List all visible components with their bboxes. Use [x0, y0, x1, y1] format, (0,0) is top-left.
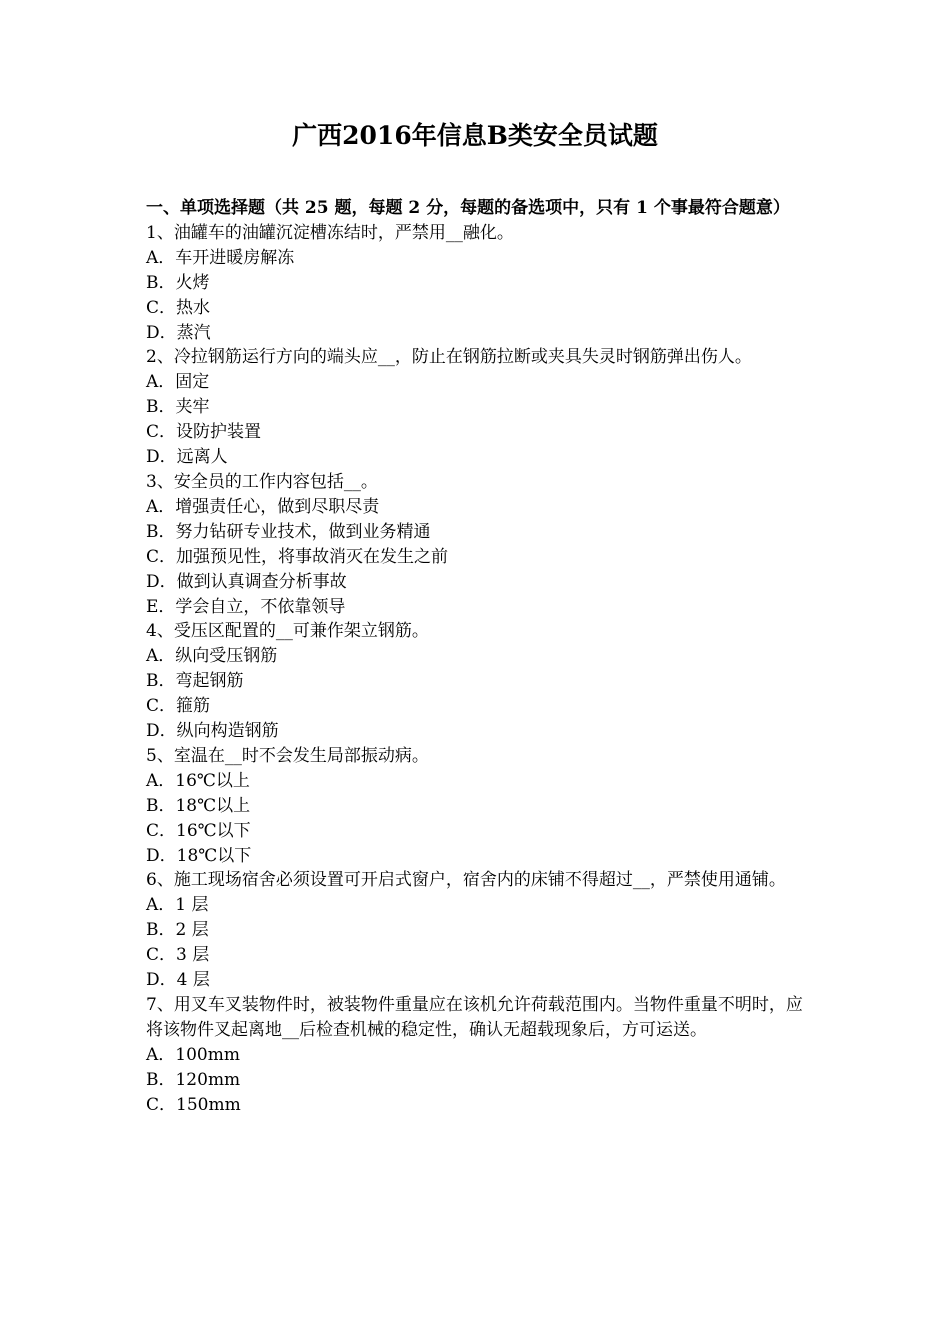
option-a: A．1 层	[146, 895, 209, 916]
question-1	[146, 221, 806, 346]
option-c: C．热水	[146, 297, 211, 318]
question-stem: 3、安全员的工作内容包括__。	[146, 471, 378, 492]
section-heading: 一、单项选择题（共 25 题，每题 2 分，每题的备选项中，只有 1 个事最符合题意）	[146, 198, 790, 218]
option-a: A．固定	[146, 372, 210, 393]
option-d: D．18℃以下	[146, 845, 252, 866]
question-stem: 7、用叉车叉装物件时，被装物件重量应在该机允许荷载范围内。当物件重量不明时，应将该物件叉起离地__后检查机械的稳定性，确认无超载现象后，方可运送。	[146, 995, 803, 1040]
option-b: B．火烤	[146, 272, 210, 293]
option-a: A．100mm	[146, 1044, 240, 1065]
option-d: D．4 层	[146, 970, 210, 991]
option-b: B．120mm	[146, 1069, 241, 1090]
question-stem: 1、油罐车的油罐沉淀槽冻结时，严禁用__融化。	[146, 222, 514, 243]
option-b: B．弯起钢筋	[146, 671, 244, 692]
question-stem: 2、冷拉钢筋运行方向的端头应__，防止在钢筋拉断或夹具失灵时钢筋弹出伤人。	[146, 347, 752, 368]
question-stem: 6、施工现场宿舍必须设置可开启式窗户，宿舍内的床铺不得超过__，严禁使用通铺。	[146, 870, 786, 891]
option-b: B．夹牢	[146, 397, 210, 418]
document-title: 广西2016年信息B类安全员试题	[292, 121, 658, 150]
question-4	[146, 619, 806, 744]
option-d: D．远离人	[146, 447, 228, 468]
option-e: E．学会自立，不依靠领导	[146, 596, 346, 617]
question-3	[146, 470, 806, 619]
question-7	[146, 993, 806, 1118]
question-stem: 5、室温在__时不会发生局部振动病。	[146, 745, 429, 766]
option-b: B．努力钻研专业技术，做到业务精通	[146, 521, 431, 542]
option-c: C．设防护装置	[146, 422, 262, 443]
question-6	[146, 868, 806, 993]
option-a: A．纵向受压钢筋	[146, 646, 278, 667]
option-a: A．16℃以上	[146, 770, 250, 791]
document-body	[146, 196, 806, 1118]
option-c: C．箍筋	[146, 696, 211, 717]
option-c: C．加强预见性，将事故消灭在发生之前	[146, 546, 449, 567]
option-d: D．蒸汽	[146, 322, 211, 343]
option-c: C．150mm	[146, 1094, 241, 1115]
question-2	[146, 345, 806, 470]
option-d: D．纵向构造钢筋	[146, 721, 279, 742]
option-b: B．18℃以上	[146, 795, 251, 816]
option-d: D．做到认真调查分析事故	[146, 571, 347, 592]
option-a: A．车开进暖房解冻	[146, 247, 295, 268]
option-a: A．增强责任心，做到尽职尽责	[146, 496, 380, 517]
question-5	[146, 744, 806, 869]
option-c: C．16℃以下	[146, 820, 251, 841]
question-stem: 4、受压区配置的__可兼作架立钢筋。	[146, 621, 429, 642]
option-c: C．3 层	[146, 945, 210, 966]
option-b: B．2 层	[146, 920, 209, 941]
